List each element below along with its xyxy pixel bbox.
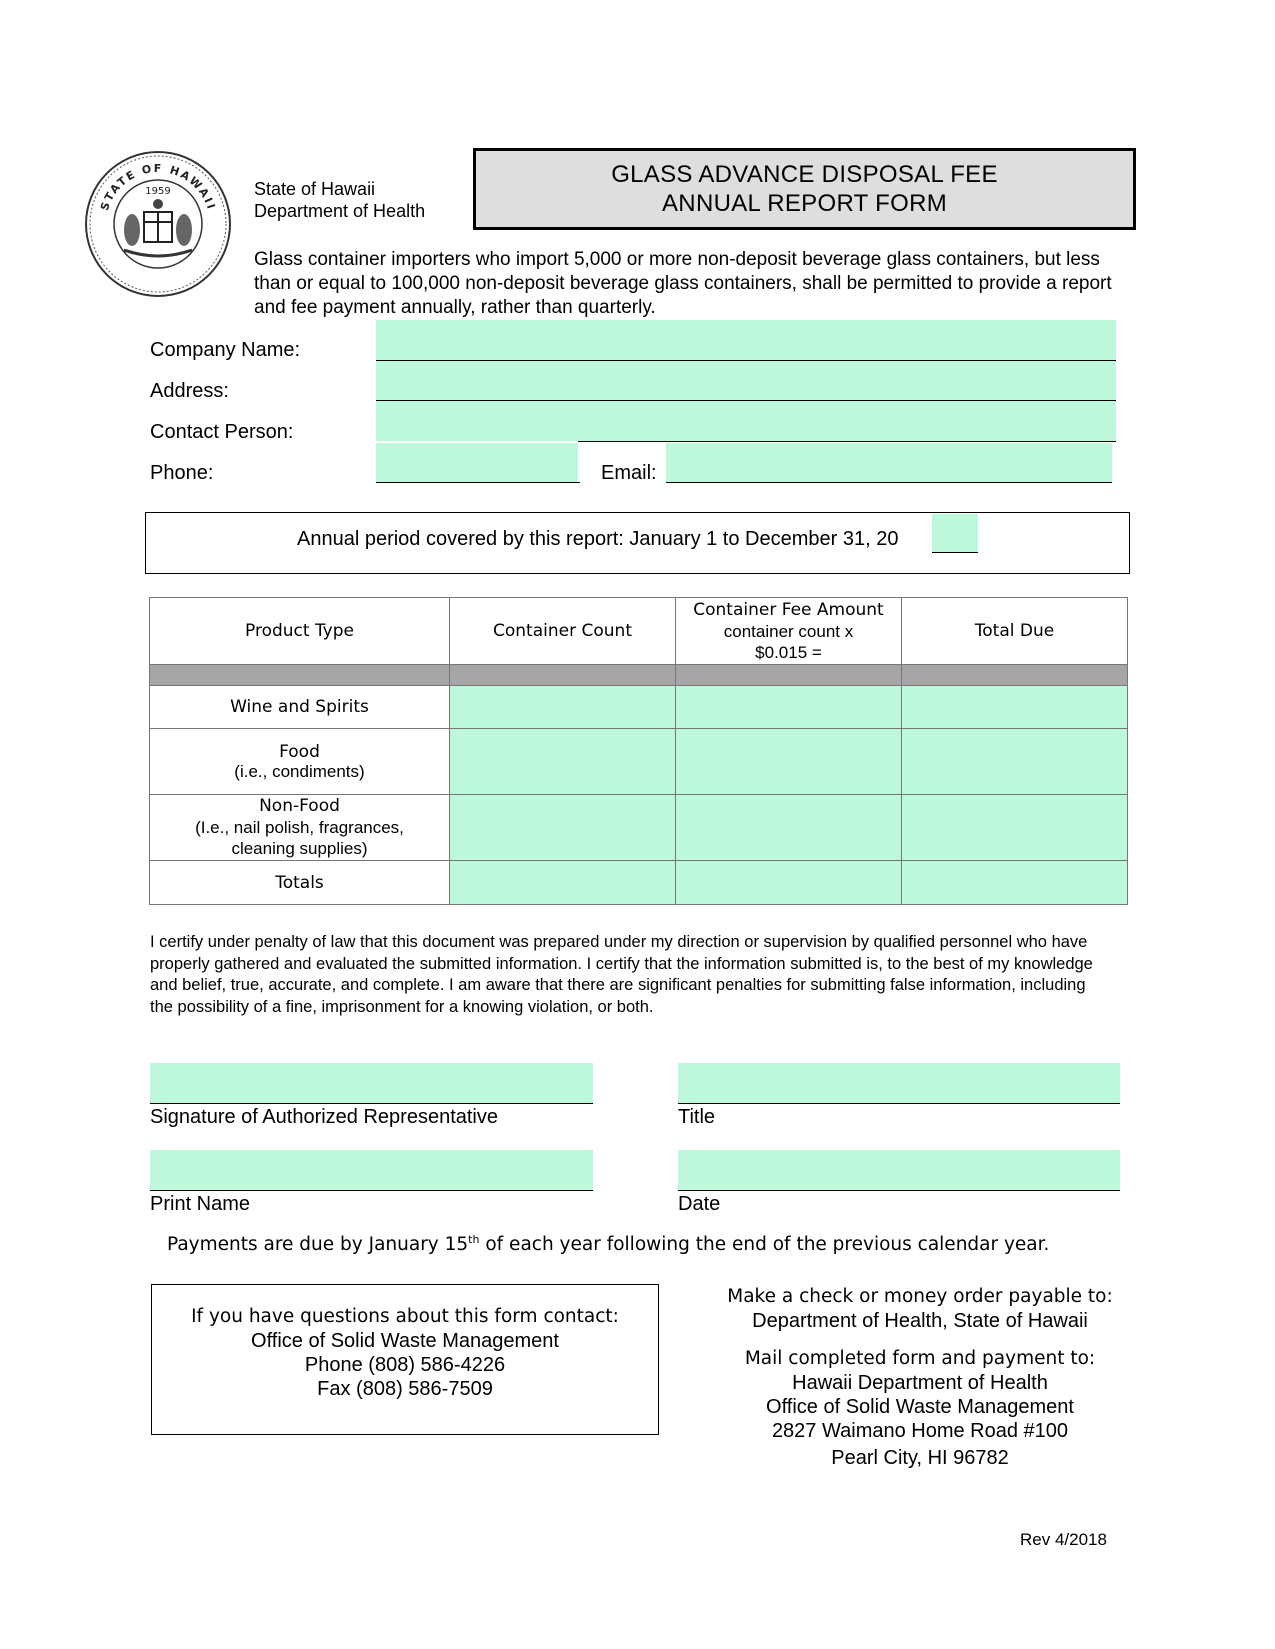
mail-address-line: Pearl City, HI 96782 (831, 1447, 1009, 1469)
nonfood-count-field[interactable] (450, 795, 676, 861)
totals-count-field[interactable] (450, 861, 676, 905)
mailing-info (690, 1285, 1150, 1470)
food-fee-field[interactable] (676, 729, 902, 795)
period-year-field[interactable] (932, 514, 978, 552)
contact-phone: Phone (808) 586-4226 (304, 1354, 506, 1376)
wine-fee-field[interactable] (676, 686, 902, 729)
contact-box (151, 1284, 659, 1435)
print-name-field[interactable] (150, 1150, 593, 1190)
phone-label: Phone: (150, 462, 214, 484)
email-label: Email: (601, 462, 657, 484)
phone-field[interactable] (376, 443, 578, 482)
row-product-name: Totals (150, 861, 450, 905)
row-product-subtitle: (I.e., nail polish, fragrances, (195, 818, 404, 837)
print-name-underline (150, 1190, 593, 1191)
header-total-due: Total Due (902, 598, 1128, 665)
fee-table-header-row (150, 598, 1128, 665)
table-row (150, 861, 1128, 905)
totals-due-field[interactable] (902, 861, 1128, 905)
company-name-label: Company Name: (150, 339, 301, 361)
row-product-cell (150, 795, 450, 861)
email-field[interactable] (666, 443, 1112, 482)
phone-underline (376, 482, 580, 483)
form-title-line2: ANNUAL REPORT FORM (662, 190, 947, 217)
header-product-type: Product Type (150, 598, 450, 665)
contact-person-label: Contact Person: (150, 421, 294, 443)
nonfood-total-field[interactable] (902, 795, 1128, 861)
table-row (150, 795, 1128, 861)
agency-state: State of Hawaii (254, 179, 376, 199)
annual-period-text: Annual period covered by this report: January 1 to December 31, 20 (297, 528, 899, 550)
row-product-name: Wine and Spirits (150, 686, 450, 729)
payment-due-text: Payments are due by January 15 (167, 1234, 469, 1256)
totals-fee-field[interactable] (676, 861, 902, 905)
row-product-cell (150, 729, 450, 795)
seal-ring-text: STATE OF HAWAII (97, 161, 219, 213)
row-product-subtitle: cleaning supplies) (231, 839, 368, 858)
table-row (150, 729, 1128, 795)
form-title-line1: GLASS ADVANCE DISPOSAL FEE (611, 161, 998, 188)
contact-person-field[interactable] (376, 401, 1116, 441)
fee-table-separator-row (150, 665, 1128, 686)
payment-due-note (167, 1233, 1049, 1255)
wine-count-field[interactable] (450, 686, 676, 729)
date-underline (678, 1190, 1120, 1191)
mail-address-line: Office of Solid Waste Management (766, 1396, 1074, 1418)
print-name-label: Print Name (150, 1193, 251, 1215)
contact-heading: If you have questions about this form contact: (191, 1306, 619, 1327)
period-year-underline (932, 552, 978, 553)
contact-person-underline (578, 441, 1116, 442)
payment-due-text-rest: of each year following the end of the previous calendar year. (479, 1234, 1050, 1256)
date-label: Date (678, 1193, 721, 1215)
signature-underline (150, 1103, 593, 1104)
title-field[interactable] (678, 1063, 1120, 1103)
nonfood-fee-field[interactable] (676, 795, 902, 861)
row-product-name: Non-Food (259, 796, 340, 816)
food-total-field[interactable] (902, 729, 1128, 795)
contact-office: Office of Solid Waste Management (251, 1330, 559, 1352)
header-fee-amount (676, 598, 902, 665)
payable-to: Department of Health, State of Hawaii (752, 1310, 1088, 1332)
state-of-hawaii-seal-icon (84, 150, 232, 298)
mail-address-line: 2827 Waimano Home Road #100 (771, 1420, 1069, 1442)
header-fee-amount-line2: container count x (723, 621, 854, 641)
intro-paragraph: Glass container importers who import 5,000 or more non-deposit beverage glass containers, but less than or equal to 100,000 non-deposit beverage glass containers, shall be permitted to provide a report and fee payment annually, rather than quarterly. (254, 249, 1112, 318)
payment-due-ordinal: th (468, 1233, 480, 1246)
email-underline (666, 482, 1112, 483)
mail-address-line: Hawaii Department of Health (792, 1372, 1048, 1394)
table-row (150, 686, 1128, 729)
form-title-box (473, 148, 1136, 230)
signature-label: Signature of Authorized Representative (150, 1106, 498, 1128)
header-fee-amount-line3: $0.015 = (755, 642, 822, 662)
agency-department: Department of Health (254, 201, 426, 221)
agency-block (254, 178, 425, 222)
mail-heading: Mail completed form and payment to: (744, 1348, 1096, 1369)
row-product-name: Food (279, 741, 320, 762)
header-fee-amount-line1: Container Fee Amount (693, 599, 884, 620)
fee-table (149, 597, 1128, 905)
address-label: Address: (150, 380, 229, 402)
revision-note: Rev 4/2018 (1020, 1530, 1107, 1549)
certification-statement: I certify under penalty of law that this document was prepared under my direction or supervision by qualified personnel who have properly gathered and evaluated the submitted information. I certify that the information submitted is, to the best of my knowledge and belief, true, accurate, and complete. I am aware that there are significant penalties for submitting false information, including the possibility of a fine, imprisonment for a knowing violation, or both. (150, 933, 1093, 1016)
title-label: Title (678, 1106, 716, 1128)
address-field[interactable] (376, 361, 1116, 400)
contact-fax: Fax (808) 586-7509 (317, 1378, 493, 1400)
signature-field[interactable] (150, 1063, 593, 1103)
seal-year: 1959 (145, 186, 171, 197)
title-underline (678, 1103, 1120, 1104)
company-name-field[interactable] (376, 320, 1116, 360)
food-count-field[interactable] (450, 729, 676, 795)
date-field[interactable] (678, 1150, 1120, 1190)
row-product-subtitle: (i.e., condiments) (234, 761, 365, 781)
payable-heading: Make a check or money order payable to: (727, 1286, 1113, 1307)
header-container-count: Container Count (450, 598, 676, 665)
wine-total-field[interactable] (902, 686, 1128, 729)
